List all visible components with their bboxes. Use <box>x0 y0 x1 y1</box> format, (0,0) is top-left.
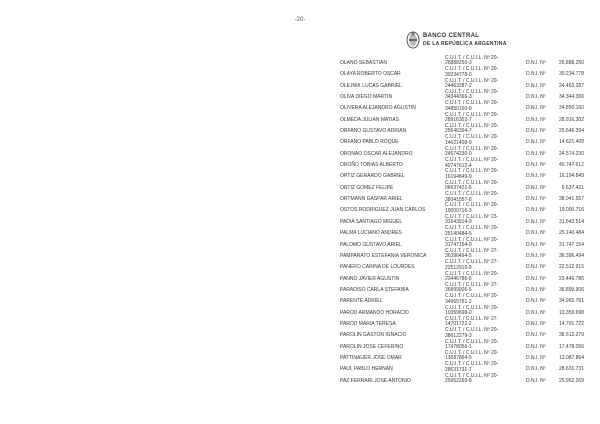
person-name: ORTIZ GOMEZ FELIPE <box>340 184 394 191</box>
dni-number: 34.965.761 <box>558 298 584 305</box>
list-item <box>0 67 600 78</box>
dni-label: D.N.I. Nº <box>526 264 546 271</box>
list-item <box>0 158 600 169</box>
dni-number: 30.234.778 <box>558 71 584 78</box>
list-item <box>0 215 600 226</box>
dni-label: D.N.I. Nº <box>526 286 546 293</box>
beneficiary-list <box>0 56 600 385</box>
cuil-number: C.U.I.T. / C.U.I.L. Nº 20- 25952269-8 <box>445 372 499 385</box>
list-item <box>0 283 600 294</box>
cuil-number: C.U.I.T. / C.U.I.L. Nº 20- 16194849-9 <box>445 168 499 180</box>
cuil-number: C.U.I.T. / C.U.I.L. Nº 27- 22512915-9 <box>445 259 499 271</box>
person-name: PAMPARATO ESTEFANIA VERONICA <box>340 252 427 259</box>
dni-number: 25.952.269 <box>558 377 584 384</box>
person-name: PAZ FERRARI JOSE ANTONIO <box>340 377 411 384</box>
dni-number: 22.512.915 <box>558 264 584 271</box>
dni-number: 40.747.612 <box>558 162 584 169</box>
dni-number: 34.344.366 <box>558 94 584 101</box>
dni-number: 24.463.287 <box>558 82 584 89</box>
list-item <box>0 192 600 203</box>
dni-label: D.N.I. Nº <box>526 71 546 78</box>
dni-label: D.N.I. Nº <box>526 241 546 248</box>
dni-number: 10.359.698 <box>558 309 584 316</box>
cuil-number: C.U.I.T. / C.U.I.L. Nº 27- 14701722-2 <box>445 315 499 328</box>
cuil-number: C.U.I.T. / C.U.I.L. Nº 27- 36396494-5 <box>445 247 499 260</box>
dni-label: D.N.I. Nº <box>526 309 546 316</box>
list-item <box>0 147 600 158</box>
dni-label: D.N.I. Nº <box>526 105 546 112</box>
dni-label: D.N.I. Nº <box>526 139 546 146</box>
dni-number: 26.888.250 <box>558 60 584 66</box>
person-name: OLIVERA ALEJANDRO AGUSTIN <box>340 105 416 112</box>
person-name: OLANO SEBASTIAN <box>340 60 387 66</box>
cuil-number: C.U.I.T. / C.U.I.L. Nº 20- 23446786-5 <box>445 270 499 282</box>
list-item <box>0 101 600 112</box>
dni-label: D.N.I. Nº <box>526 150 546 157</box>
cuil-number: C.U.I.T. / C.U.I.L. Nº 23- 31643514-9 <box>445 213 499 226</box>
list-item <box>0 362 600 373</box>
dni-label: D.N.I. Nº <box>526 116 546 123</box>
dni-number: 25.646.394 <box>558 128 584 135</box>
dni-number: 14.621.408 <box>558 139 584 146</box>
list-item <box>0 135 600 146</box>
person-name: PALMA LUCIANO ANDRES <box>340 230 402 237</box>
person-name: OLAYA ROBERTO OSCAR <box>340 71 401 78</box>
dni-label: D.N.I. Nº <box>526 252 546 259</box>
dni-label: D.N.I. Nº <box>526 173 546 180</box>
dni-number: 17.478.056 <box>558 343 584 350</box>
cuil-number: C.U.I.T. / C.U.I.L. Nº 20- 17478056-1 <box>445 338 499 350</box>
cuil-number: C.U.I.T. / C.U.I.L. Nº 20- 24463287-2 <box>445 77 499 90</box>
person-name: OROÑO TOBIAS ALBERTO <box>340 162 403 169</box>
list-item <box>0 238 600 249</box>
person-name: OSTOS RODRIGUEZ JUAN CARLOS <box>340 207 426 214</box>
cuil-number: C.U.I.T. / C.U.I.L. Nº 20- 10359698-0 <box>445 304 499 316</box>
person-name: PADIA SANTIAGO MIGUEL <box>340 218 403 225</box>
person-name: PANNO JAVIER AGUSTIN <box>340 275 400 282</box>
cuil-number: C.U.I.T. / C.U.I.L. Nº 20- 14621408-9 <box>445 134 499 146</box>
dni-number: 31.643.514 <box>558 218 584 225</box>
cuil-number: C.U.I.T. / C.U.I.L. Nº 20- 13087864-5 <box>445 349 499 362</box>
list-item <box>0 317 600 328</box>
person-name: PALOMO GUSTAVO ARIEL <box>340 241 402 248</box>
dni-label: D.N.I. Nº <box>526 94 546 101</box>
person-name: PAROD ARMANDO HORACIO <box>340 309 409 316</box>
list-item <box>0 169 600 180</box>
person-name: PANERO CARINA DE LOURDES <box>340 264 415 271</box>
list-item <box>0 340 600 351</box>
dni-number: 38.041.557 <box>558 196 584 203</box>
dni-number: 36.899.906 <box>558 286 584 293</box>
person-name: PAROLIN GASTON IGNACIO <box>340 332 407 339</box>
cuil-number: C.U.I.T. / C.U.I.L. Nº 20- 30234778-0 <box>445 66 499 78</box>
dni-label: D.N.I. Nº <box>526 377 546 384</box>
person-name: OLMEDA JULIAN MATIAS <box>340 116 400 123</box>
person-name: ORTMANN GASPAR ARIEL <box>340 196 403 203</box>
person-name: PATTINAUER JOSE OMAR <box>340 354 402 361</box>
dni-label: D.N.I. Nº <box>526 354 546 361</box>
logo-line-1: BANCO CENTRAL <box>423 33 480 39</box>
dni-number: 34.850.160 <box>558 105 584 112</box>
dni-label: D.N.I. Nº <box>526 332 546 339</box>
dni-number: 23.446.786 <box>558 275 584 282</box>
dni-number: 25.140.484 <box>558 230 584 237</box>
list-item <box>0 306 600 317</box>
list-item <box>0 294 600 305</box>
cuil-number: C.U.I.T. / C.U.I.L. Nº 20- 34850160-8 <box>445 100 499 112</box>
person-name: PAROLIN JOSE CEFERINO <box>340 343 404 350</box>
cuil-number: C.U.I.T. / C.U.I.L. Nº 20- 40747612-4 <box>445 157 499 169</box>
list-item <box>0 249 600 260</box>
list-item <box>0 181 600 192</box>
dni-number: 14.701.722 <box>558 320 584 327</box>
list-item <box>0 56 600 67</box>
dni-number: 16.194.849 <box>558 173 584 180</box>
cuil-number: C.U.I.T. / C.U.I.L. Nº 20- 25140484-5 <box>445 225 499 237</box>
dni-label: D.N.I. Nº <box>526 184 546 191</box>
bcra-logo <box>405 30 535 52</box>
dni-label: D.N.I. Nº <box>526 320 546 327</box>
dni-label: D.N.I. Nº <box>526 230 546 237</box>
person-name: ORONAO OSCAR ALEJANDRO <box>340 150 413 157</box>
dni-label: D.N.I. Nº <box>526 275 546 282</box>
list-item <box>0 90 600 101</box>
list-item <box>0 124 600 135</box>
person-name: ORFANO GUSTAVO ADRIAN <box>340 128 407 135</box>
dni-label: D.N.I. Nº <box>526 162 546 169</box>
dni-label: D.N.I. Nº <box>526 207 546 214</box>
list-item <box>0 328 600 339</box>
dni-number: 13.087.864 <box>558 354 584 361</box>
dni-number: 31.747.154 <box>558 241 584 248</box>
dni-number: 36.396.494 <box>558 252 584 259</box>
dni-label: D.N.I. Nº <box>526 196 546 203</box>
person-name: PARENTE ADRIEL <box>340 298 383 305</box>
cuil-number: C.U.I.T. / C.U.I.L. Nº 20- 34344366-3 <box>445 89 499 101</box>
cuil-number: C.U.I.T. / C.U.I.L. Nº 20- 28916302-7 <box>445 111 499 124</box>
person-name: PAUL PABLO HERNAN <box>340 366 393 373</box>
dni-number: 38.612.279 <box>558 332 584 339</box>
cuil-number: C.U.I.T. / C.U.I.L. Nº 20- 38612279-3 <box>445 327 499 339</box>
cuil-number: C.U.I.T. / C.U.I.L. Nº 20- 28631731-7 <box>445 361 499 373</box>
cuil-number: C.U.I.T. / C.U.I.L. Nº 20- 38041557-8 <box>445 191 499 203</box>
dni-number: 24.574.230 <box>558 150 584 157</box>
cuil-number: C.U.I.T. / C.U.I.L. Nº 20- 19000716-3 <box>445 202 499 214</box>
dni-label: D.N.I. Nº <box>526 82 546 89</box>
cuil-number: C.U.I.T. / C.U.I.L. Nº 20- 06637421-6 <box>445 179 499 192</box>
list-item <box>0 79 600 90</box>
person-name: PAROD MARIA TERESA <box>340 320 396 327</box>
list-item <box>0 113 600 124</box>
cuil-number: C.U.I.T. / C.U.I.L. Nº 20- 25646394-7 <box>445 123 499 135</box>
person-name: ORFANO PABLO ROQUE <box>340 139 399 146</box>
cuil-number: C.U.I.T. / C.U.I.L. Nº 20- 24574230-0 <box>445 145 499 158</box>
logo-line-2: DE LA REPÚBLICA ARGENTINA <box>423 41 507 47</box>
person-name: OLEJNIK LUCAS GABRIEL <box>340 82 402 89</box>
person-name: PARADISO CARLA STEFANIA <box>340 286 409 293</box>
person-name: OLIVA DIEGO MARTIN <box>340 94 393 101</box>
coat-of-arms-icon <box>405 30 421 50</box>
cuil-number: C.U.I.T. / C.U.I.L. Nº 20- 34965761-2 <box>445 293 499 305</box>
dni-number: 28.916.302 <box>558 116 584 123</box>
cuil-number: C.U.I.T. / C.U.I.L. Nº 20- 26888250-3 <box>445 55 499 67</box>
cuil-number: C.U.I.T. / C.U.I.L. Nº 20- 31747154-9 <box>445 236 499 248</box>
dni-label: D.N.I. Nº <box>526 60 546 66</box>
dni-number: 28.631.731 <box>558 366 584 373</box>
list-item <box>0 351 600 362</box>
list-item <box>0 226 600 237</box>
list-item <box>0 260 600 271</box>
list-item <box>0 272 600 283</box>
cuil-number: C.U.I.T. / C.U.I.L. Nº 27- 36899906-5 <box>445 281 499 294</box>
dni-label: D.N.I. Nº <box>526 218 546 225</box>
page-number: -20- <box>294 17 306 23</box>
dni-number: 6.637.421 <box>561 184 584 191</box>
dni-label: D.N.I. Nº <box>526 366 546 373</box>
list-item <box>0 374 600 385</box>
dni-label: D.N.I. Nº <box>526 128 546 135</box>
list-item <box>0 203 600 214</box>
dni-label: D.N.I. Nº <box>526 343 546 350</box>
dni-label: D.N.I. Nº <box>526 298 546 305</box>
dni-number: 19.000.716 <box>558 207 584 214</box>
person-name: ORTIZ GERARDO GABRIEL <box>340 173 405 180</box>
